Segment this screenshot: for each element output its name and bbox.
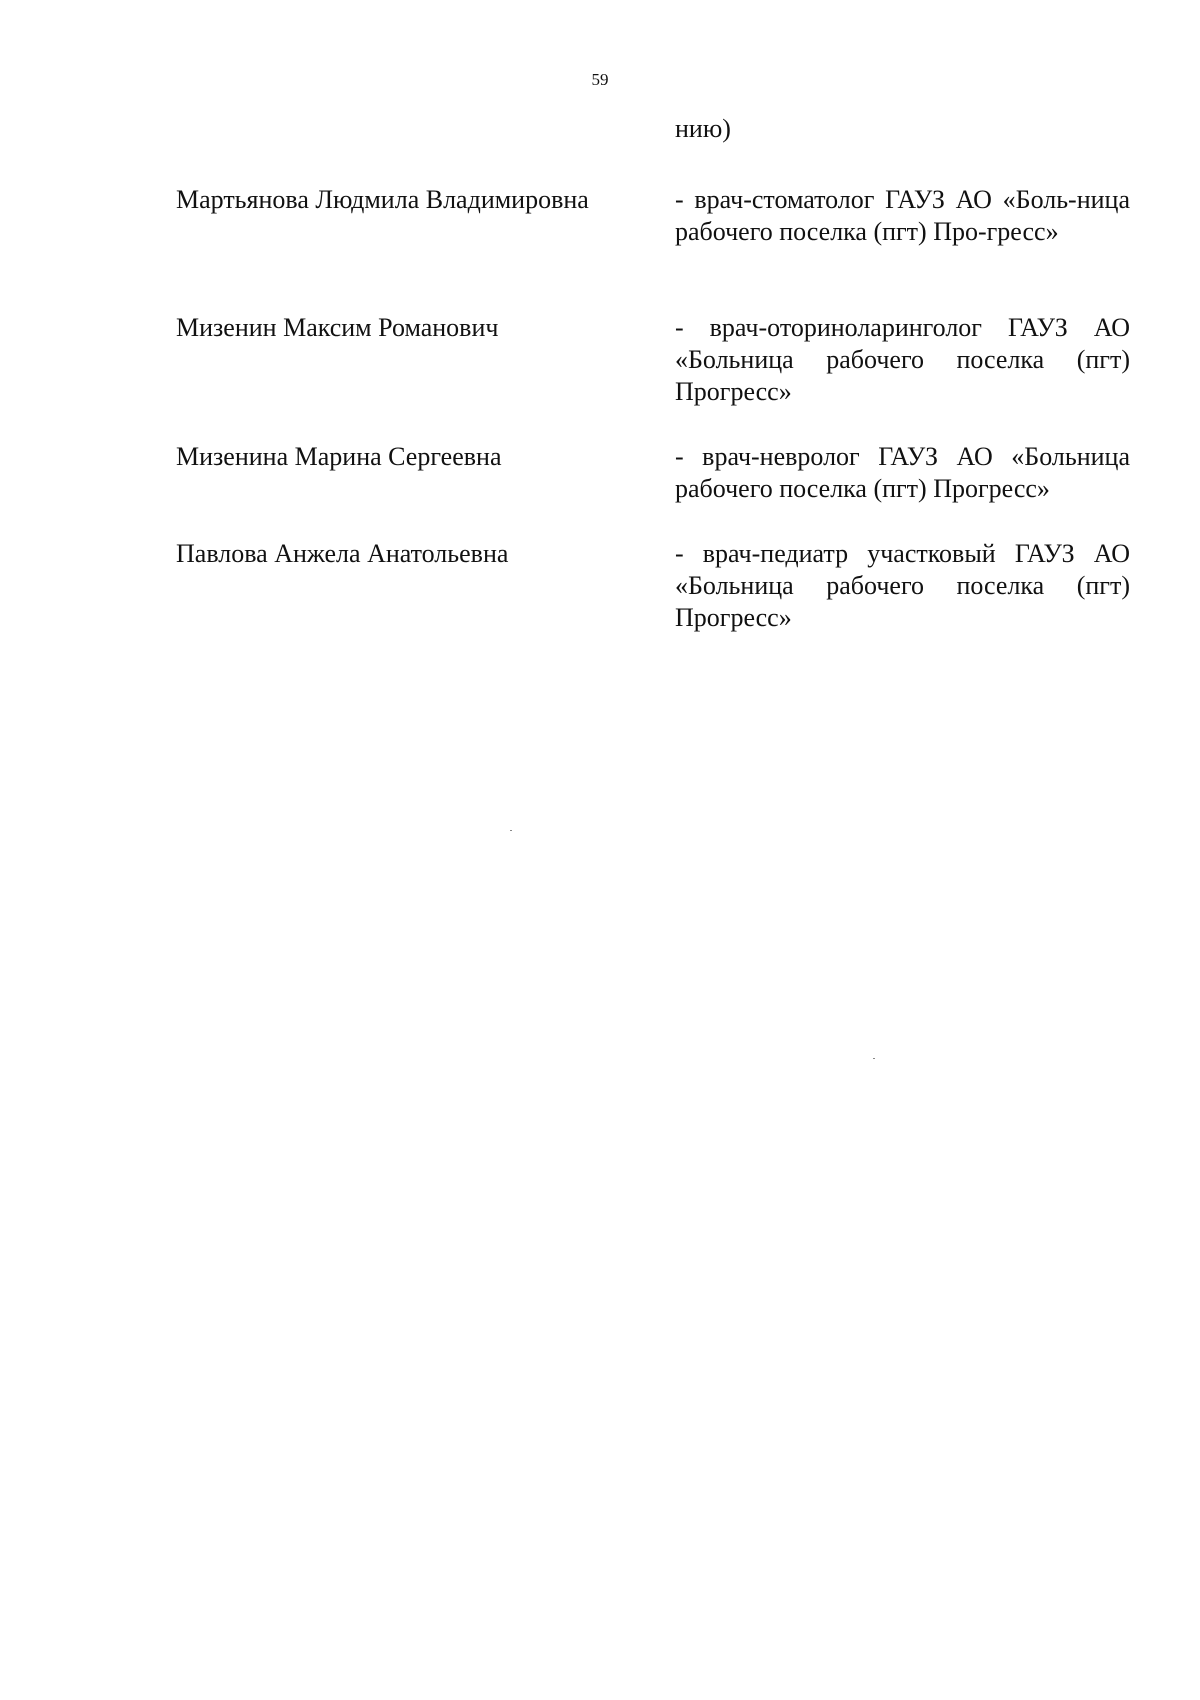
person-name: Мизенина Марина Сергеевна [176, 442, 502, 471]
person-position: - врач-невролог ГАУЗ АО «Больница рабочего поселка (пгт) Прогресс» [675, 442, 1130, 503]
person-position: - врач-педиатр участковый ГАУЗ АО «Больница рабочего поселка (пгт) Прогресс» [675, 539, 1130, 632]
person-name: Павлова Анжела Анатольевна [176, 539, 509, 568]
person-name: Мизенин Максим Романович [176, 313, 499, 342]
continuation-text: нию) [675, 114, 731, 143]
person-name: Мартьянова Людмила Владимировна [176, 185, 589, 214]
person-position: - врач-оториноларинголог ГАУЗ АО «Больница рабочего поселка (пгт) Прогресс» [675, 313, 1130, 406]
scan-speck [510, 830, 512, 831]
page-number: 59 [591, 70, 609, 89]
scan-speck [873, 1058, 875, 1059]
person-position: - врач-стоматолог ГАУЗ АО «Боль-ница рабочего поселка (пгт) Про-гресс» [675, 185, 1130, 246]
